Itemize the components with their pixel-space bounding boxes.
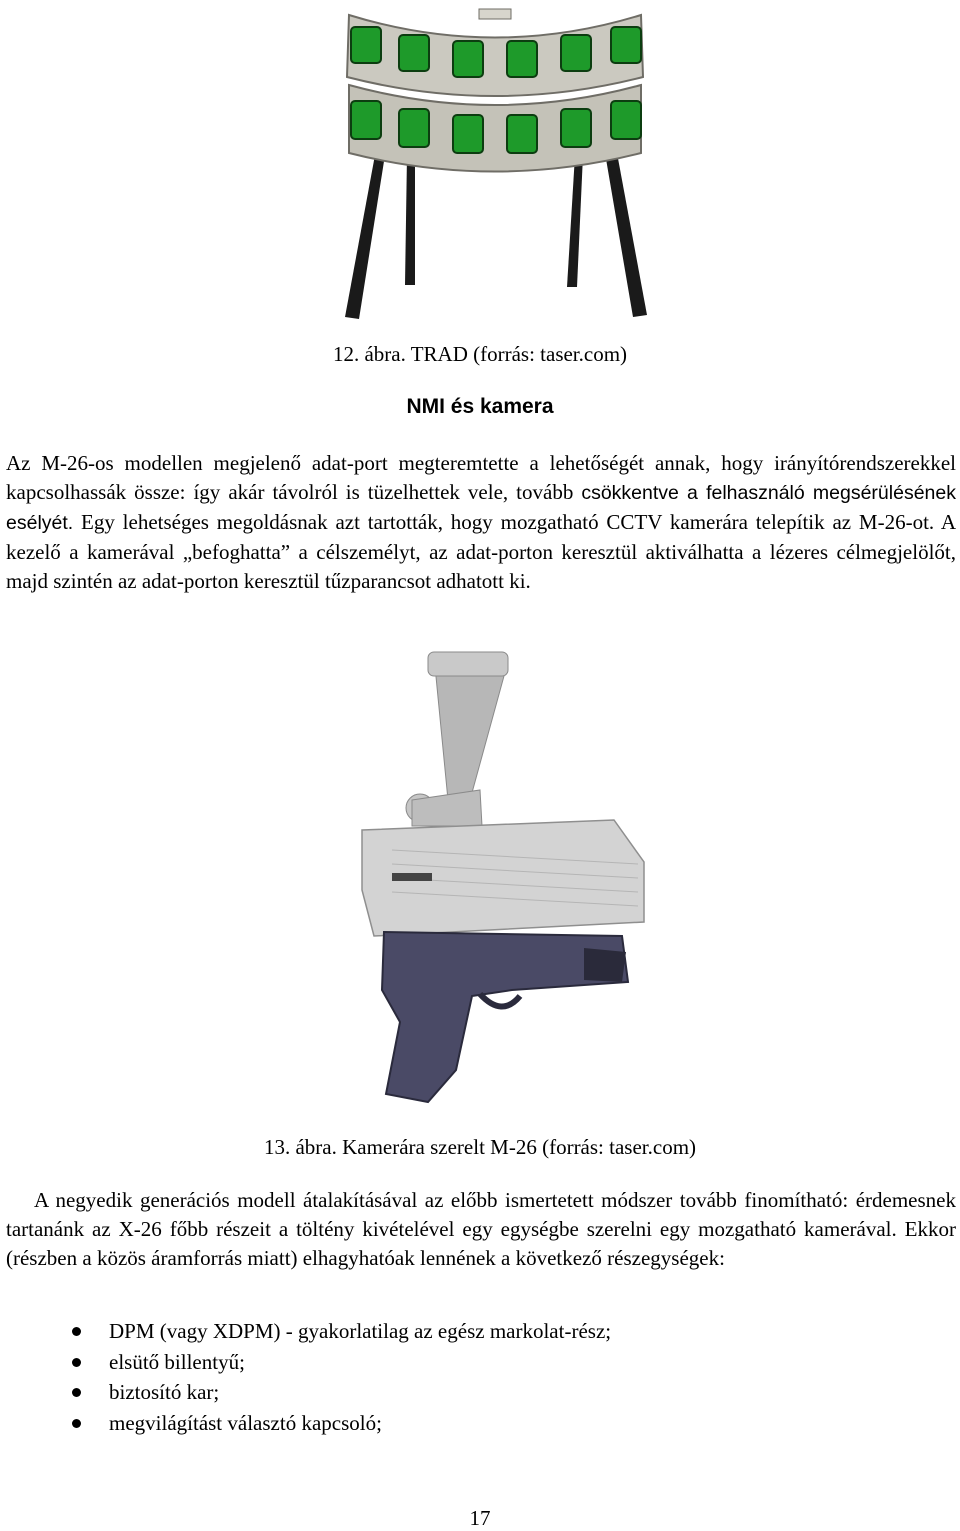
figure-13-caption: 13. ábra. Kamerára szerelt M-26 (forrás: taser.com): [263, 1135, 697, 1159]
figure-12-caption: 12. ábra. TRAD (forrás: taser.com): [332, 342, 628, 366]
component-list: [0, 1316, 960, 1438]
list-item-text: biztosító kar;: [109, 1380, 220, 1404]
list-item-text: elsütő billentyű;: [109, 1349, 245, 1374]
list-item: [0, 1316, 960, 1347]
section-heading: NMI és kamera: [406, 395, 554, 418]
figure-12-image: [335, 5, 655, 323]
paragraph-2: [6, 1186, 956, 1273]
list-item-text: megvilágítást választó kapcsoló;: [109, 1410, 382, 1435]
paragraph-2-text: A negyedik generációs modell átalakításával az előbb ismertetett módszer tovább finomítható: érdemesnek tartanánk az X-26 főbb részeit a töltény kivételével egy egységbe szerelni egy mozgatható kamerával. Ekkor (részben a közös áramforrás miatt) elhagyhatóak lennének a következő részegységek:: [6, 1188, 956, 1270]
camera-mounted-m26-illustration: [352, 650, 647, 1120]
paragraph-1: [6, 449, 956, 596]
bullet-icon: [72, 1327, 81, 1336]
paragraph-1-part1: Az M-26-os modellen megjelenő adat-port megteremtette a lehetőségét annak, hogy irányítórendszerekkel kapcsolhassák össze: így akár távolról is tüzelhettek vele, tovább: [6, 451, 956, 504]
list-item-text: DPM (vagy XDPM) - gyakorlatilag az egész markolat-rész;: [109, 1319, 612, 1343]
bullet-icon: [72, 1388, 81, 1397]
list-item: [0, 1377, 960, 1408]
page-number: 17: [469, 1506, 491, 1530]
list-item: [0, 1408, 960, 1439]
trad-launcher-illustration: [335, 5, 655, 323]
list-item: [0, 1347, 960, 1378]
paragraph-1-part2: csökkentve a felhasználó megsérülésének esélyét.: [6, 482, 956, 534]
paragraph-1-part3: Egy lehetséges megoldásnak azt tartották, hogy mozgatható CCTV kamerára telepítik az M-26-ot. A kezelő a kamerával „befoghatta” a célszemélyt, az adat-porton keresztül aktiválhatta a lézeres célmegjelölőt, majd szintén az adat-porton keresztül tűzparancsot adhatott ki.: [6, 510, 956, 593]
bullet-icon: [72, 1419, 81, 1428]
bullet-icon: [72, 1358, 81, 1367]
figure-13-image: [352, 650, 647, 1120]
